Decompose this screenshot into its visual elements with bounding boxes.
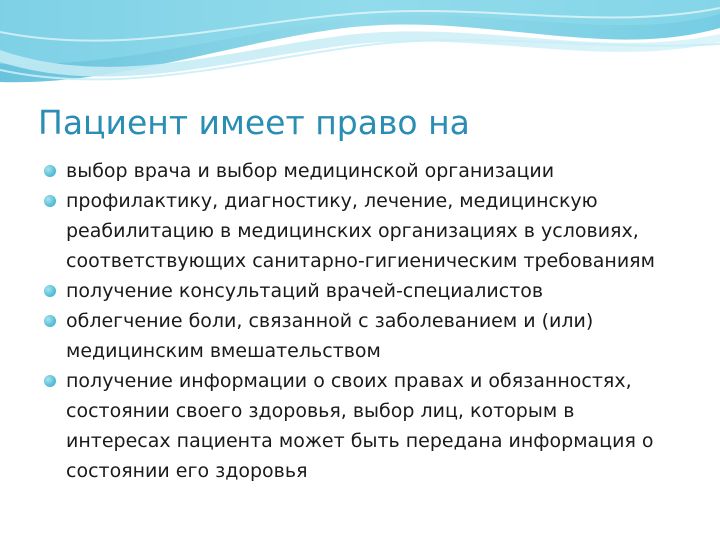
bullet-item [44, 156, 674, 186]
bullet-dot-icon [44, 285, 56, 297]
decorative-wave-header [0, 0, 720, 100]
bullet-text-line: профилактику, диагностику, лечение, медицинскую [66, 190, 598, 212]
bullet-text-line: получение консультаций врачей-специалистов [66, 280, 544, 302]
bullet-item [44, 186, 674, 276]
bullet-text-line: облегчение боли, связанной с заболеванием и (или) [66, 310, 594, 332]
bullet-item [44, 276, 674, 306]
bullet-text-line: интересах пациента может быть передана информация о [66, 430, 654, 452]
bullet-item [44, 306, 674, 366]
slide-title: Пациент имеет право на [38, 103, 470, 142]
bullet-list [44, 156, 674, 486]
bullet-text-line: состоянии своего здоровья, выбор лиц, которым в [66, 400, 575, 422]
bullet-text-line: состоянии его здоровья [66, 460, 308, 482]
bullet-text-line: реабилитацию в медицинских организациях в условиях, [66, 220, 639, 242]
bullet-text-line: получение информации о своих правах и обязанностях, [66, 370, 632, 392]
bullet-text-line: медицинским вмешательством [66, 340, 381, 362]
bullet-text-line: соответствующих санитарно-гигиеническим требованиям [66, 250, 655, 272]
bullet-dot-icon [44, 315, 56, 327]
bullet-text-line: выбор врача и выбор медицинской организации [66, 160, 555, 182]
bullet-dot-icon [44, 195, 56, 207]
bullet-item [44, 366, 674, 486]
bullet-dot-icon [44, 375, 56, 387]
bullet-dot-icon [44, 165, 56, 177]
